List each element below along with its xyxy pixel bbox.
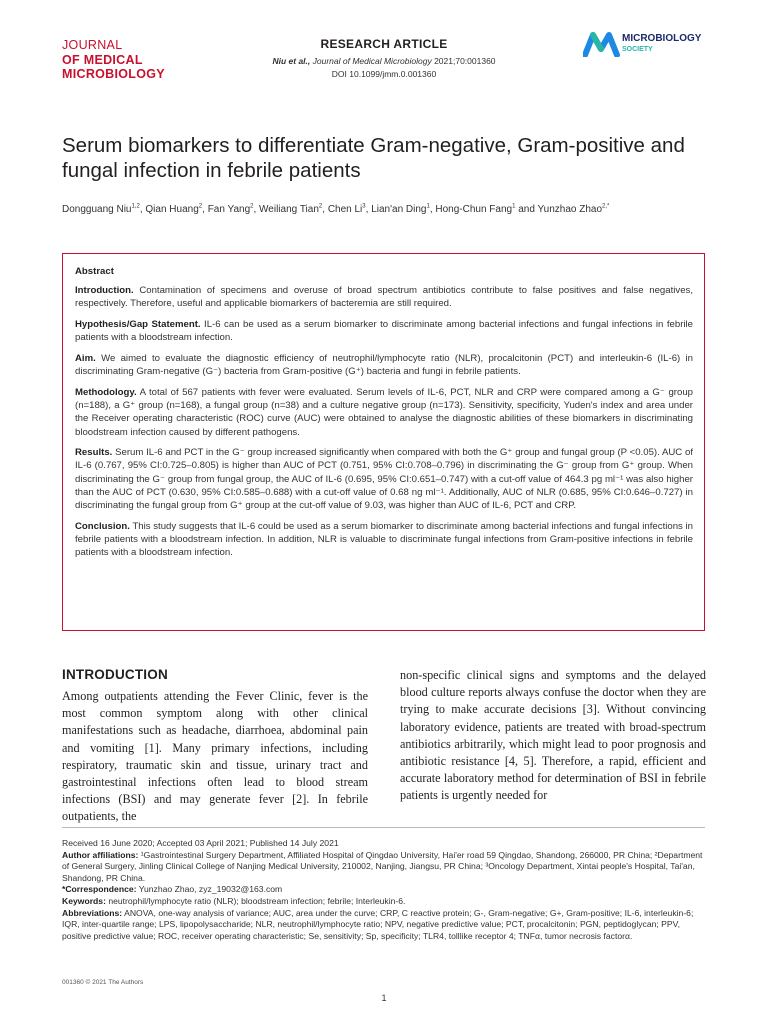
author-affiliation-marker: 2,*	[602, 203, 610, 210]
author-name: Chen Li	[327, 204, 363, 215]
author-affiliation-marker: 1,2	[131, 203, 140, 210]
introduction-col1-text: Among outpatients attending the Fever Clinic, fever is the most common symptom along with other clinical manifestations such as headache, diarrhoea, abdominal pain and vomiting [1]. Many primary infections, including respiratory, traumatic skin and tissue, urinary tract and gastrointestinal infections often lead to blood stream infections (BSI) and may generate fever [2]. In febrile outpatients, the	[62, 689, 368, 824]
keywords	[62, 896, 705, 908]
abstract-conclusion-label: Conclusion.	[75, 520, 130, 532]
abstract-hypothesis-label: Hypothesis/Gap Statement.	[75, 319, 201, 331]
doi: DOI 10.1099/jmm.0.001360	[331, 69, 437, 79]
microbiology-society-logo-icon	[583, 31, 621, 57]
abbreviations-label: Abbreviations:	[62, 907, 123, 918]
introduction-column-2	[400, 667, 706, 805]
page-number: 1	[381, 993, 387, 1003]
author-affiliation-marker: 1	[512, 203, 516, 210]
abstract-introduction-text: Contamination of specimens and overuse of broad spectrum antibiotics contribute to false positives and false negatives, respectively. Therefore, useful and applicable biomarkers of bacteremia are still required.	[75, 285, 693, 310]
abstract-aim-text: We aimed to evaluate the diagnostic efficiency of neutrophil/lymphocyte ratio (NLR), procalcitonin (PCT) and interleukin-6 (IL-6) in discriminating Gram-negative (G⁻) bacteria from Gram-positive (G⁺) bacteria and fungi in febrile patients.	[75, 353, 693, 378]
article-title: Serum biomarkers to differentiate Gram-negative, Gram-positive and fungal infection in febrile patients	[62, 134, 685, 182]
abstract-aim-label: Aim.	[75, 353, 96, 365]
society-sub: SOCIETY	[622, 46, 653, 53]
abstract-results-text: Serum IL-6 and PCT in the G⁻ group increased significantly when compared with both the G⁺ group and fungal group (P <0.05). AUC of IL-6 (0.767, 95% CI:0.725–0.805) is higher than AUC of PCT (0.751, 95% CI:0.708–0.796) in discriminating the G⁻ group from G⁺ group. When discriminating the G⁻ group from fungal group, the AUC of IL-6 (0.695, 95% CI:0.651–0.747) with a cut-off value of 464.3 pg ml⁻¹ was also higher than the AUC of PCT (0.630, 95% CI:0.585–0.688) with a cut-off value of 0.68 ng ml⁻¹. Additionally, AUC of NLR (0.685, 95% CI:0.646–0.727) in discriminating the fungal group from G⁺ group at the cut-off value of 9.03, was higher than AUC of IL-6, PCT and CRP.	[75, 447, 693, 512]
author-name: Yunzhao Zhao	[537, 204, 603, 215]
footnotes	[62, 838, 705, 942]
abstract-methodology	[75, 386, 693, 439]
author-name: Lian'an Ding	[371, 204, 427, 215]
abstract-conclusion	[75, 520, 693, 560]
keywords-text: neutrophil/lymphocyte ratio (NLR); bloodstream infection; febrile; Interleukin-6.	[108, 895, 406, 906]
author-name: Qian Huang	[145, 204, 199, 215]
author-affiliation-marker: 1	[426, 203, 430, 210]
abbreviations-text: ANOVA, one-way analysis of variance; AUC, area under the curve; CRP, C reactive protein; G-, Gram-negative; G+, Gram-positive; IL-6, interleukin-6; IQR, inter-quartile range; LPS, lipopolysaccharide; NLR, neutrophil/lymphocyte ratio; NPV, negative predictive value; PCT, procalcitonin; PGN, peptidoglycan; PPV, positive predictive value; ROC, receiver operating characteristic; Se, sensitivity; Sp, specificity; TLR4, tolllike receptor 4; TNFα, tumor necrosis factorα.	[62, 907, 694, 941]
footnote-divider	[62, 827, 705, 828]
author-affiliation-marker: 3	[362, 203, 366, 210]
society-logo-text	[622, 34, 701, 55]
affiliations-text: ¹Gastrointestinal Surgery Department, Affiliated Hospital of Qingdao University, Hai'er road 59 Qingdao, Shandong, 266000, PR China; ²Department of General Surgery, Jinling Clinical College of Nanjing Medical University, 210002, Nanjing, Jiangsu, PR China; ³Oncology Department, Xintai people's Hospital, Tai'an, Shandong, PR China.	[62, 849, 703, 883]
abstract-heading: Abstract	[75, 266, 114, 277]
abbreviations	[62, 908, 705, 943]
introduction-column-1	[62, 688, 368, 826]
citation-rest: 2021;70:001360	[434, 56, 496, 66]
author-affiliation-marker: 2	[250, 203, 254, 210]
abstract-conclusion-text: This study suggests that IL-6 could be used as a serum biomarker to discriminate among bacterial infections and fungal infections in febrile patients with a bloodstream infection. In addition, NLR is valuable to discriminate fungal infections from Gram-positive infections in febrile patients with a bloodstream infection.	[75, 520, 693, 559]
author-list: Dongguang Niu$^{1,2}$, Qian Huang$^2$, Fan Yang$^2$, Weiliang Tian$^2$, Chen Li$^3$, Lian'an Ding$^1$, Hong-Chun Fang$^1$ and Yunzhao Zhao$^{2,*}$	[62, 203, 610, 215]
society-name: MICROBIOLOGY	[622, 33, 702, 44]
abstract-results	[75, 446, 693, 512]
abstract-introduction	[75, 284, 693, 310]
citation	[0, 52, 768, 81]
author-name: Hong-Chun Fang	[435, 204, 513, 215]
abstract-hypothesis-text: IL-6 can be used as a serum biomarker to discriminate among bacterial infections and fungal infections in febrile patients with a bloodstream infection.	[75, 319, 693, 344]
abstract-introduction-label: Introduction.	[75, 285, 134, 297]
author-name: Fan Yang	[207, 204, 251, 215]
copyright: 001360 © 2021 The Authors	[62, 979, 144, 986]
introduction-col2-text: non-specific clinical signs and symptoms and the delayed blood culture reports always confuse the doctor when they are trying to make accurate decisions [3]. Without convincing laboratory evidence, patients are treated with broad-spectrum antibiotics arbitrarily, which might lead to poor prognosis and antibiotic resistance [4, 5]. Therefore, a rapid, efficient and accurate laboratory method for determination of BSI in febrile patients is urgently needed for	[400, 668, 706, 803]
journal-line-3: MICROBIOLOGY	[62, 67, 165, 81]
abstract-aim	[75, 352, 693, 378]
correspondence	[62, 884, 705, 896]
author-name: Weiliang Tian	[259, 204, 319, 215]
received-dates: Received 16 June 2020; Accepted 03 April 2021; Published 14 July 2021	[62, 838, 339, 848]
author-affiliations	[62, 850, 705, 885]
article-type: RESEARCH ARTICLE	[320, 37, 448, 51]
abstract-methodology-label: Methodology.	[75, 386, 137, 398]
abstract-results-label: Results.	[75, 447, 113, 459]
abstract-hypothesis	[75, 318, 693, 344]
author-affiliation-marker: 2	[198, 203, 203, 210]
affiliations-label: Author affiliations:	[62, 849, 139, 860]
journal-line-1: JOURNAL	[62, 38, 123, 52]
citation-authors: Niu et al.,	[272, 56, 311, 66]
author-name: Dongguang Niu	[62, 204, 132, 215]
journal-line-2: OF MEDICAL	[62, 52, 143, 67]
correspondence-label: *Correspondence:	[62, 884, 137, 895]
abstract	[75, 265, 693, 567]
abstract-methodology-text: A total of 567 patients with fever were evaluated. Serum levels of IL-6, PCT, NLR and CRP were compared among a G⁻ group (n=188), a G⁺ group (n=168), a fungal group (n=38) and a culture negative group (n=173). Sensitivity, specificity, Yuden's index and area under the Receiver operating characteristic (ROC) curve (AUC) were obtained to analyse the diagnostic abilities of these biomarkers in discriminating bloodstream infection caused by different pathogens.	[75, 386, 694, 438]
keywords-label: Keywords:	[62, 895, 106, 906]
correspondence-text: Yunzhao Zhao, zyz_19032@163.com	[138, 884, 283, 895]
citation-journal: Journal of Medical Microbiology	[312, 56, 432, 66]
author-affiliation-marker: 2	[318, 203, 323, 210]
introduction-heading: INTRODUCTION	[62, 667, 168, 682]
